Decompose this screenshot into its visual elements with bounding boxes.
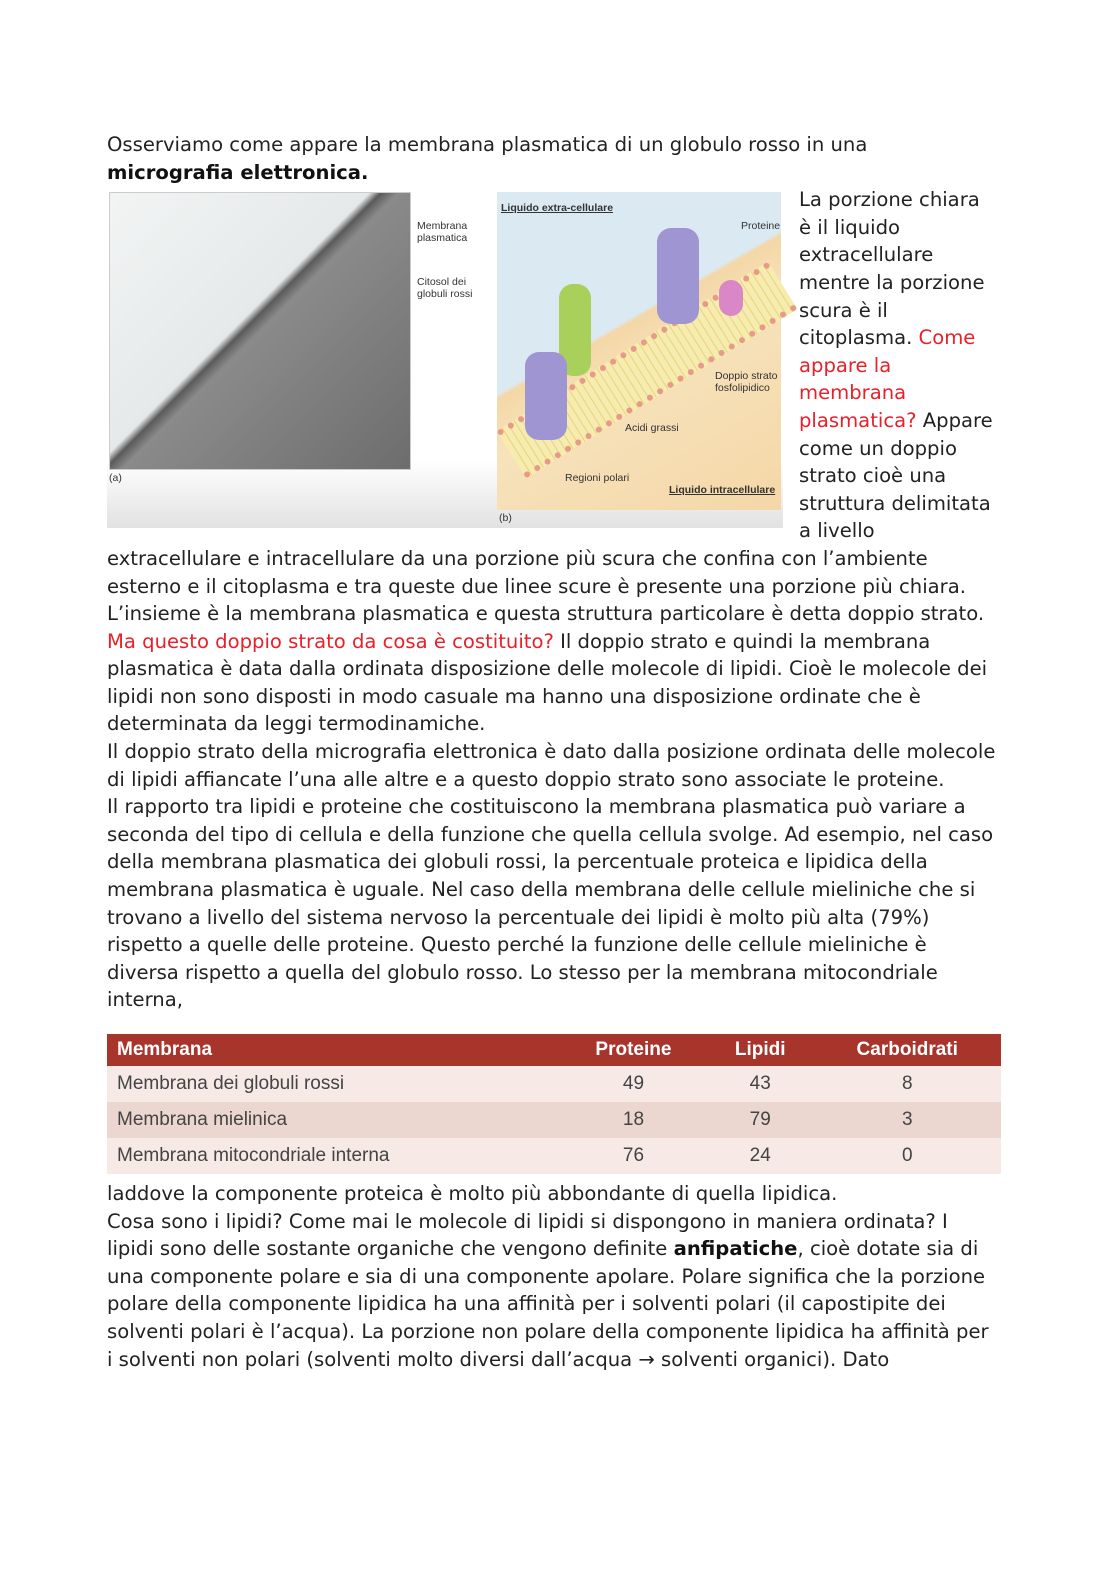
- bold-text: micrografia elettronica.: [107, 160, 369, 184]
- table-row: [107, 1102, 1001, 1138]
- electron-micrograph: [109, 192, 411, 470]
- question-text: Come appare la membrana plasmatica?: [799, 326, 976, 432]
- paragraph-ratio: Il rapporto tra lipidi e proteine che costituiscono la membrana plasmatica può variare a seconda del tipo di cellula e della funzione che quella cellula svolge. Ad esempio, nel caso della membrana plasmatica dei globuli rossi, la percentuale proteica e lipidica della membrana plasmatica è uguale. Nel caso della membrana delle cellule mieliniche che si trovano a livello del sistema nervoso la percentuale dei lipidi è molto più alta (79%) rispetto a quelle delle proteine. Questo perché la funzione delle cellule mieliniche è diversa rispetto a quella del globulo rosso. Lo stesso per la membrana mitocondriale interna,: [107, 795, 994, 1012]
- cell: 79: [707, 1102, 814, 1138]
- text: Il doppio strato e quindi la membrana plasmatica è data dalla ordinata disposizione delle molecole di lipidi. Cioè le molecole dei lipidi non sono disposti in modo casuale ma hanno una disposizione ordinate che è determinata da leggi termodinamiche.: [107, 629, 988, 736]
- header-cell: Membrana: [107, 1034, 560, 1066]
- cell: 76: [560, 1138, 707, 1174]
- document-page: [107, 131, 997, 1373]
- bold-text: anfipatiche: [673, 1237, 798, 1261]
- cell: 8: [813, 1066, 1001, 1102]
- protein-purple: [525, 352, 567, 440]
- header-cell: Carboidrati: [813, 1034, 1001, 1066]
- text: Appare come un doppio strato cioè una struttura delimitata a livello extracellulare e intracellulare da una porzione più scura che confina con l’ambiente esterno e il citoplasma e tra queste due linee scure è presente una porzione più chiara. L’insieme è la membrana plasmatica e questa struttura particolare è detta doppio strato.: [107, 408, 993, 626]
- paragraph-lipids: [107, 1208, 997, 1374]
- paragraph-mito: laddove la componente proteica è molto più abbondante di quella lipidica.: [107, 1182, 838, 1205]
- paragraph-intro: [107, 131, 997, 186]
- label-doppio: Doppio strato fosfolipidico: [715, 370, 778, 395]
- paragraph-lipids-order: Il doppio strato della micrografia elettronica è dato dalla posizione ordinata delle molecole di lipidi affiancate l’una alle altre e a questo doppio strato sono associate le proteine.: [107, 740, 996, 791]
- text: Osserviamo come appare la membrana plasmatica di un globulo rosso in una: [107, 133, 868, 156]
- label-b: (b): [499, 512, 512, 525]
- table-row: [107, 1138, 1001, 1174]
- protein-pink: [719, 280, 743, 316]
- cell: 43: [707, 1066, 814, 1102]
- table-header: [107, 1034, 1001, 1066]
- label-extra: Liquido extra-cellulare: [501, 202, 614, 215]
- cell: 0: [813, 1138, 1001, 1174]
- text: Cosa sono i lipidi? Come mai le molecole di lipidi si dispongono in maniera ordinata? I lipidi sono delle sostante organiche che vengono definite: [107, 1209, 948, 1261]
- label-citosol: Citosol dei globuli rossi: [417, 276, 473, 301]
- cell: 49: [560, 1066, 707, 1102]
- cell: Membrana mitocondriale interna: [107, 1138, 560, 1174]
- composition-table: [107, 1034, 1001, 1174]
- label-acidi: Acidi grassi: [625, 422, 679, 435]
- protein-purple: [657, 228, 699, 324]
- header-cell: Lipidi: [707, 1034, 814, 1066]
- text: , cioè dotate sia di una componente polare e sia di una componente apolare. Polare significa che la porzione polare della componente lipidica ha una affinità per i solventi polari (il capostipite dei solventi polari è l’acqua). La porzione non polare della componente lipidica ha affinità per i solventi non polari (solventi molto diversi dall’acqua → solventi organici). Dato: [107, 1237, 989, 1371]
- cell: 3: [813, 1102, 1001, 1138]
- label-a: (a): [109, 472, 122, 485]
- cell: 24: [707, 1138, 814, 1174]
- cell: 18: [560, 1102, 707, 1138]
- membrane-diagram: [497, 192, 781, 510]
- label-intra: Liquido intracellulare: [669, 484, 776, 497]
- cell: Membrana dei globuli rossi: [107, 1066, 560, 1102]
- label-proteine: Proteine: [741, 220, 781, 233]
- paragraph-bilayer: [107, 628, 997, 738]
- table-row: [107, 1066, 1001, 1102]
- header-cell: Proteine: [560, 1034, 707, 1066]
- label-regioni: Regioni polari: [565, 472, 630, 485]
- text: La porzione chiara è il liquido extracellulare mentre la porzione scura è il citoplasma.: [799, 188, 985, 350]
- question-text: Ma questo doppio strato da cosa è costituito?: [107, 629, 554, 653]
- membrane-figure: [107, 188, 783, 528]
- cell: Membrana mielinica: [107, 1102, 560, 1138]
- label-membrana: Membrana plasmatica: [417, 220, 468, 245]
